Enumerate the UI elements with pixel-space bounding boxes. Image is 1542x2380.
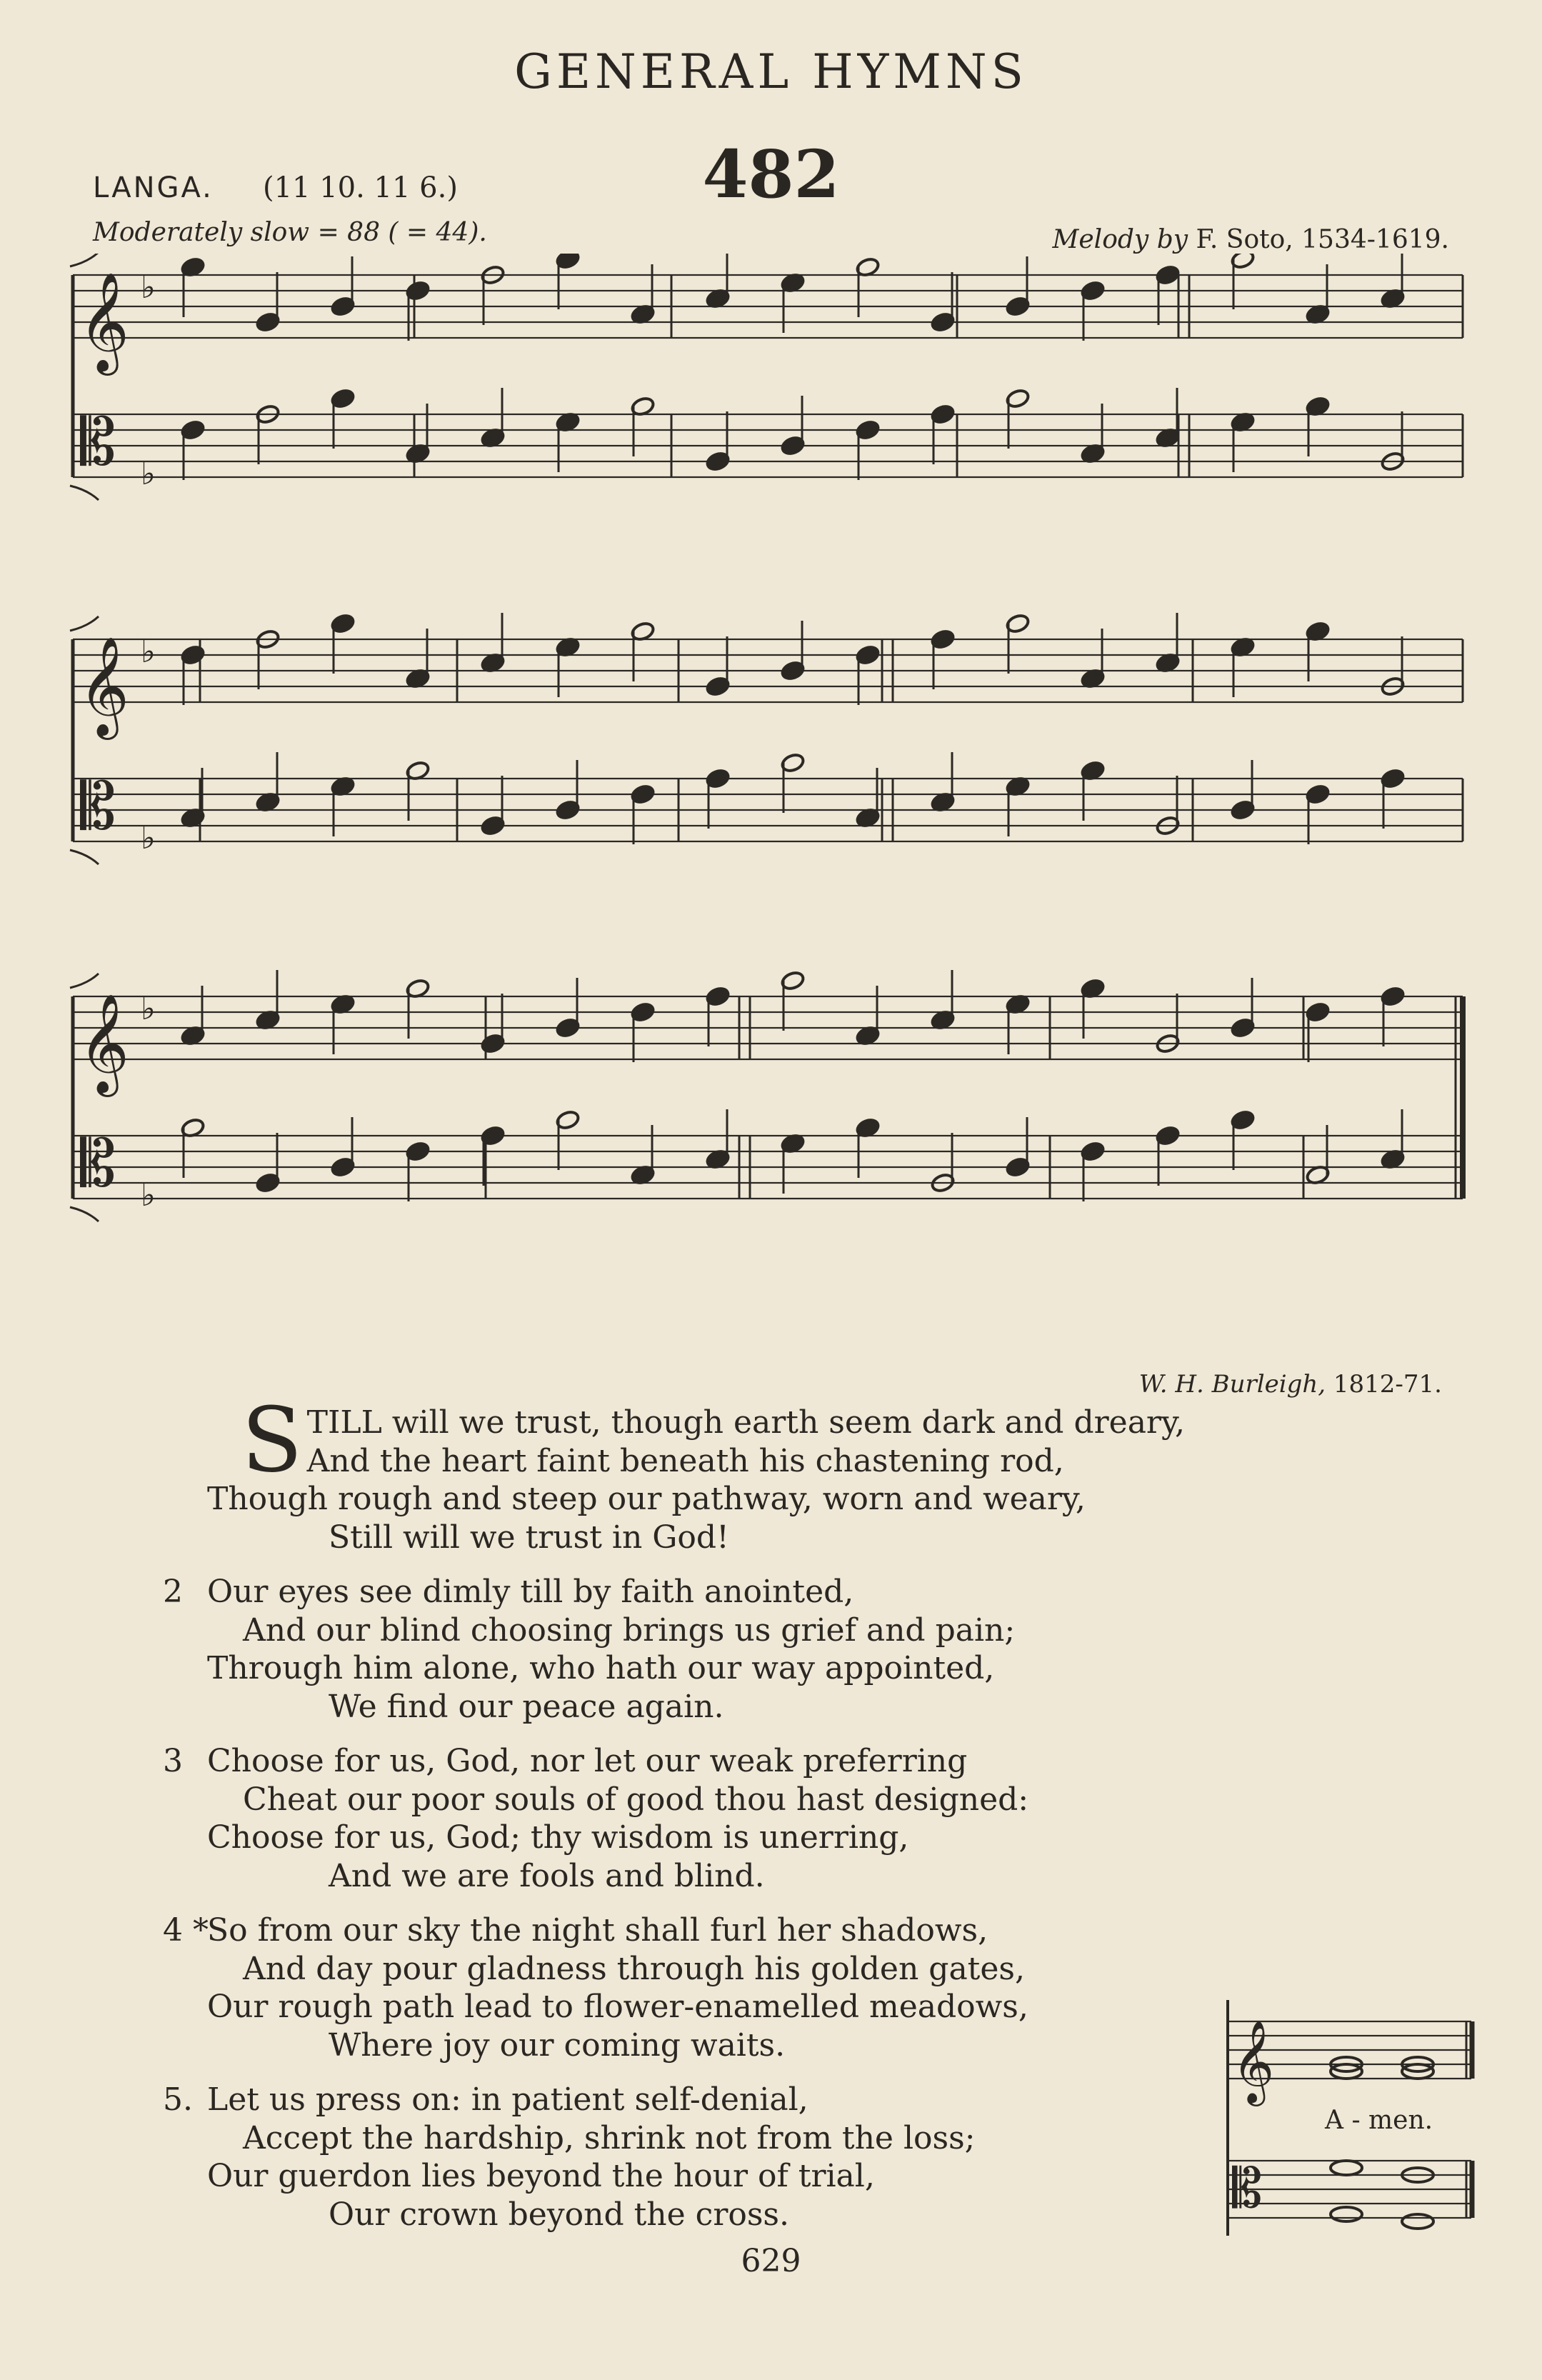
- hymn-verses: [163, 1389, 1185, 2250]
- page-number: 629: [741, 2243, 801, 2279]
- verse-5: [163, 2081, 1086, 2234]
- verse-line: Though rough and steep our pathway, worn and weary,: [207, 1481, 1086, 1517]
- verse-line: So from our sky the night shall furl her shadows,: [207, 1912, 988, 1949]
- verse-line: TILL will we trust, though earth seem dark and dreary,: [306, 1404, 1185, 1441]
- verse-line: Cheat our poor souls of good thou hast designed:: [243, 1781, 1029, 1818]
- bracket-hook: [70, 616, 99, 631]
- treble-clef-icon: 𝄞: [79, 272, 129, 371]
- note-head: [1402, 2214, 1433, 2229]
- c-clef-icon: 𝄡: [80, 405, 116, 480]
- flat-icon: ♭: [141, 1177, 156, 1214]
- tempo-marking: [93, 218, 487, 247]
- c-clef-icon: 𝄡: [80, 769, 116, 844]
- flat-icon: ♭: [141, 634, 156, 670]
- running-title: GENERAL HYMNS: [514, 44, 1028, 99]
- verse-number: 3: [163, 1743, 183, 1779]
- music-score: [57, 254, 1478, 1354]
- verse-line: Let us press on: in patient self-denial,: [207, 2081, 808, 2118]
- verse-1: [207, 1389, 1185, 1556]
- author-name: W. H. Burleigh,: [1138, 1370, 1326, 1399]
- flat-icon: ♭: [141, 991, 156, 1027]
- verse-line: Our rough path lead to flower-enamelled meadows,: [207, 1989, 1028, 2025]
- verse-line: Our guerdon lies beyond the hour of trial,: [207, 2158, 875, 2194]
- hymn-number: 482: [702, 136, 840, 213]
- treble-clef-icon: 𝄞: [79, 994, 129, 1093]
- text-author: [1139, 1370, 1442, 1399]
- bracket-hook: [70, 974, 99, 988]
- bracket-hook: [70, 254, 99, 266]
- tempo-text: Moderately slow: [93, 218, 310, 247]
- flat-icon: ♭: [141, 820, 156, 856]
- verse-line: Choose for us, God; thy wisdom is unerring,: [207, 1819, 909, 1856]
- verse-number: 5.: [163, 2081, 193, 2118]
- note-head: [1331, 2161, 1362, 2175]
- verse-number: 4 *: [163, 1912, 209, 1949]
- c-clef-icon: 𝄡: [80, 1126, 116, 1201]
- amen-lyric: A - men.: [1325, 2106, 1433, 2135]
- verse-line: Through him alone, who hath our way appointed,: [207, 1650, 995, 1686]
- verse-line: Accept the hardship, shrink not from the loss;: [243, 2119, 976, 2156]
- verse-line: We find our peace again.: [329, 1688, 724, 1725]
- metronome-mark: = 88 ( = 44).: [317, 218, 487, 247]
- verse-line: Where joy our coming waits.: [329, 2026, 786, 2064]
- flat-icon: ♭: [141, 456, 156, 492]
- treble-clef-icon: 𝄞: [1232, 2019, 1275, 2103]
- verse-4: [163, 1911, 1086, 2064]
- verse-line: And day pour gladness through his golden gates,: [243, 1950, 1025, 1987]
- melody-label: Melody by: [1052, 225, 1188, 254]
- tune-name: LANGA.: [93, 171, 214, 204]
- bracket-hook: [70, 1207, 99, 1221]
- drop-cap: S: [241, 1389, 303, 1492]
- verse-line: Choose for us, God, nor let our weak preferring: [207, 1743, 968, 1779]
- verse-line: And we are fools and blind.: [329, 1857, 765, 1894]
- verse-line: Our crown beyond the cross.: [329, 2196, 789, 2233]
- treble-clef-icon: 𝄞: [79, 636, 129, 736]
- verse-3: [163, 1742, 1086, 1895]
- verse-number: 2: [163, 1574, 183, 1610]
- tune-meter: (11 10. 11 6.): [263, 171, 458, 204]
- note-head: [1331, 2207, 1362, 2221]
- bracket-hook: [70, 486, 99, 500]
- verse-line: Still will we trust in God!: [329, 1519, 729, 1556]
- verse-line: Our eyes see dimly till by faith anointed,: [207, 1574, 854, 1610]
- verse-line: And the heart faint beneath his chastening rod,: [306, 1442, 1064, 1479]
- composer-credit: [1053, 225, 1449, 254]
- author-dates: 1812-71.: [1333, 1370, 1442, 1399]
- flat-icon: ♭: [141, 269, 156, 306]
- c-clef-icon: 𝄡: [1232, 2156, 1263, 2220]
- verse-2: [163, 1573, 1086, 1726]
- verse-line: And our blind choosing brings us grief and pain;: [243, 1611, 1016, 1649]
- bracket-hook: [70, 850, 99, 864]
- composer-name: F. Soto, 1534-1619.: [1196, 225, 1449, 254]
